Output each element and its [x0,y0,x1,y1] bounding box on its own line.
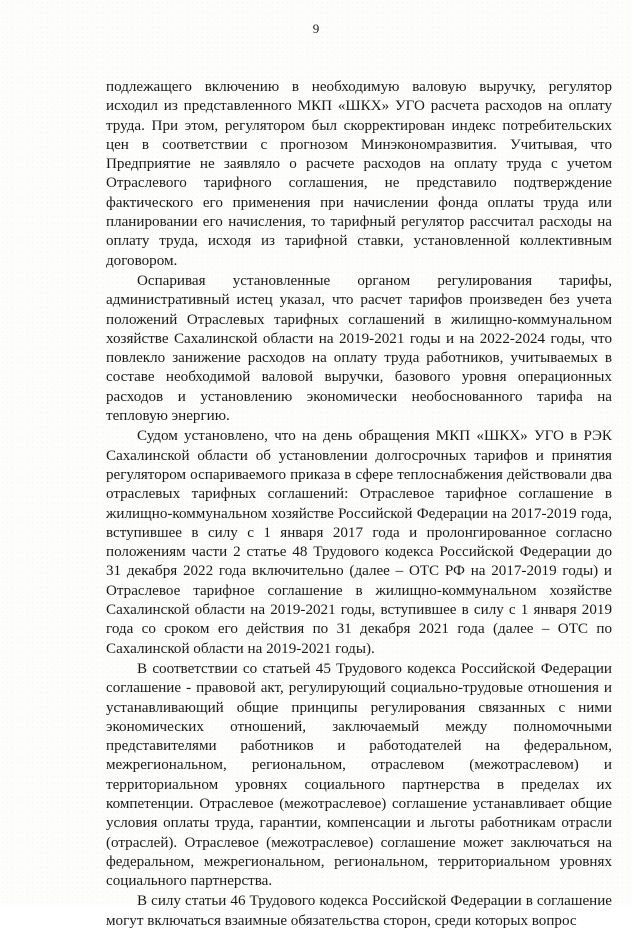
paragraph-4: В соответствии со статьей 45 Трудового кодекса Российской Федерации соглашение - правовой акт, регулирующий социально-трудовые отношения и устанавливающий общие принципы регулирования связанных с ними экономических отношений, заключаемый между полномочными представителями работников и работодателей на федеральном, межрегиональном, региональном, отраслевом (межотраслевом) и территориальном уровнях социального партнерства в пределах их компетенции. Отраслевое (межотраслевое) соглашение устанавливает общие условия оплаты труда, гарантии, компенсации и льготы работникам отрасли (отраслей). Отраслевое (межотраслевое) соглашение может заключаться на федеральном, межрегиональном, региональном, территориальном уровнях социального партнерства. [106,660,612,890]
page-number: 9 [312,21,320,36]
paragraph-1: подлежащего включению в необходимую валовую выручку, регулятор исходил из представленного МКП «ШКХ» УГО расчета расходов на оплату труда. При этом, регулятором был скорректирован индекс потребительских цен в соответствии с прогнозом Минэкономразвития. Учитывая, что Предприятие не заявляло о расчете расходов на оплату труда с учетом Отраслевого тарифного соглашения, не представило подтверждение фактического его применения при начислении фонда оплаты труда или планировании его начисления, то тарифный регулятор рассчитал расходы на оплату труда, исходя из тарифной ставки, установленной коллективным договором. [106,79,612,269]
paragraph-5: В силу статьи 46 Трудового кодекса Российской Федерации в соглашение могут включаться взаимные обязательства сторон, среди которых вопрос [106,893,612,929]
document-body [106,78,612,931]
paragraph-2: Оспаривая установленные органом регулирования тарифы, административный истец указал, что расчет тарифов произведен без учета положений Отраслевых тарифных соглашений в жилищно-коммунальном хозяйстве Сахалинской области на 2019-2021 годы и на 2022-2024 годы, что повлекло занижение расходов на оплату труда работников, учитываемых в составе необходимой валовой выручки, базового уровня операционных расходов и установлению экономически необоснованного тарифа на тепловую энергию. [106,272,612,425]
paragraph-3: Судом установлено, что на день обращения МКП «ШКХ» УГО в РЭК Сахалинской области об установлении долгосрочных тарифов и принятия регулятором оспариваемого приказа в сфере теплоснабжения действовали два отраслевых тарифных соглашений: Отраслевое тарифное соглашение в жилищно-коммунальном хозяйстве Российской Федерации на 2017-2019 года, вступившее в силу с 1 января 2017 года и пролонгированное согласно положениям части 2 статье 48 Трудового кодекса Российской Федерации до 31 декабря 2022 года включительно (далее – ОТС РФ на 2017-2019 годы) и Отраслевое тарифное соглашение в жилищно-коммунальном хозяйстве Сахалинской области на 2019-2021 годы, вступившее в силу с 1 января 2019 года со сроком его действия по 31 декабря 2021 года (далее – ОТС по Сахалинской области на 2019-2021 годы). [106,428,612,657]
